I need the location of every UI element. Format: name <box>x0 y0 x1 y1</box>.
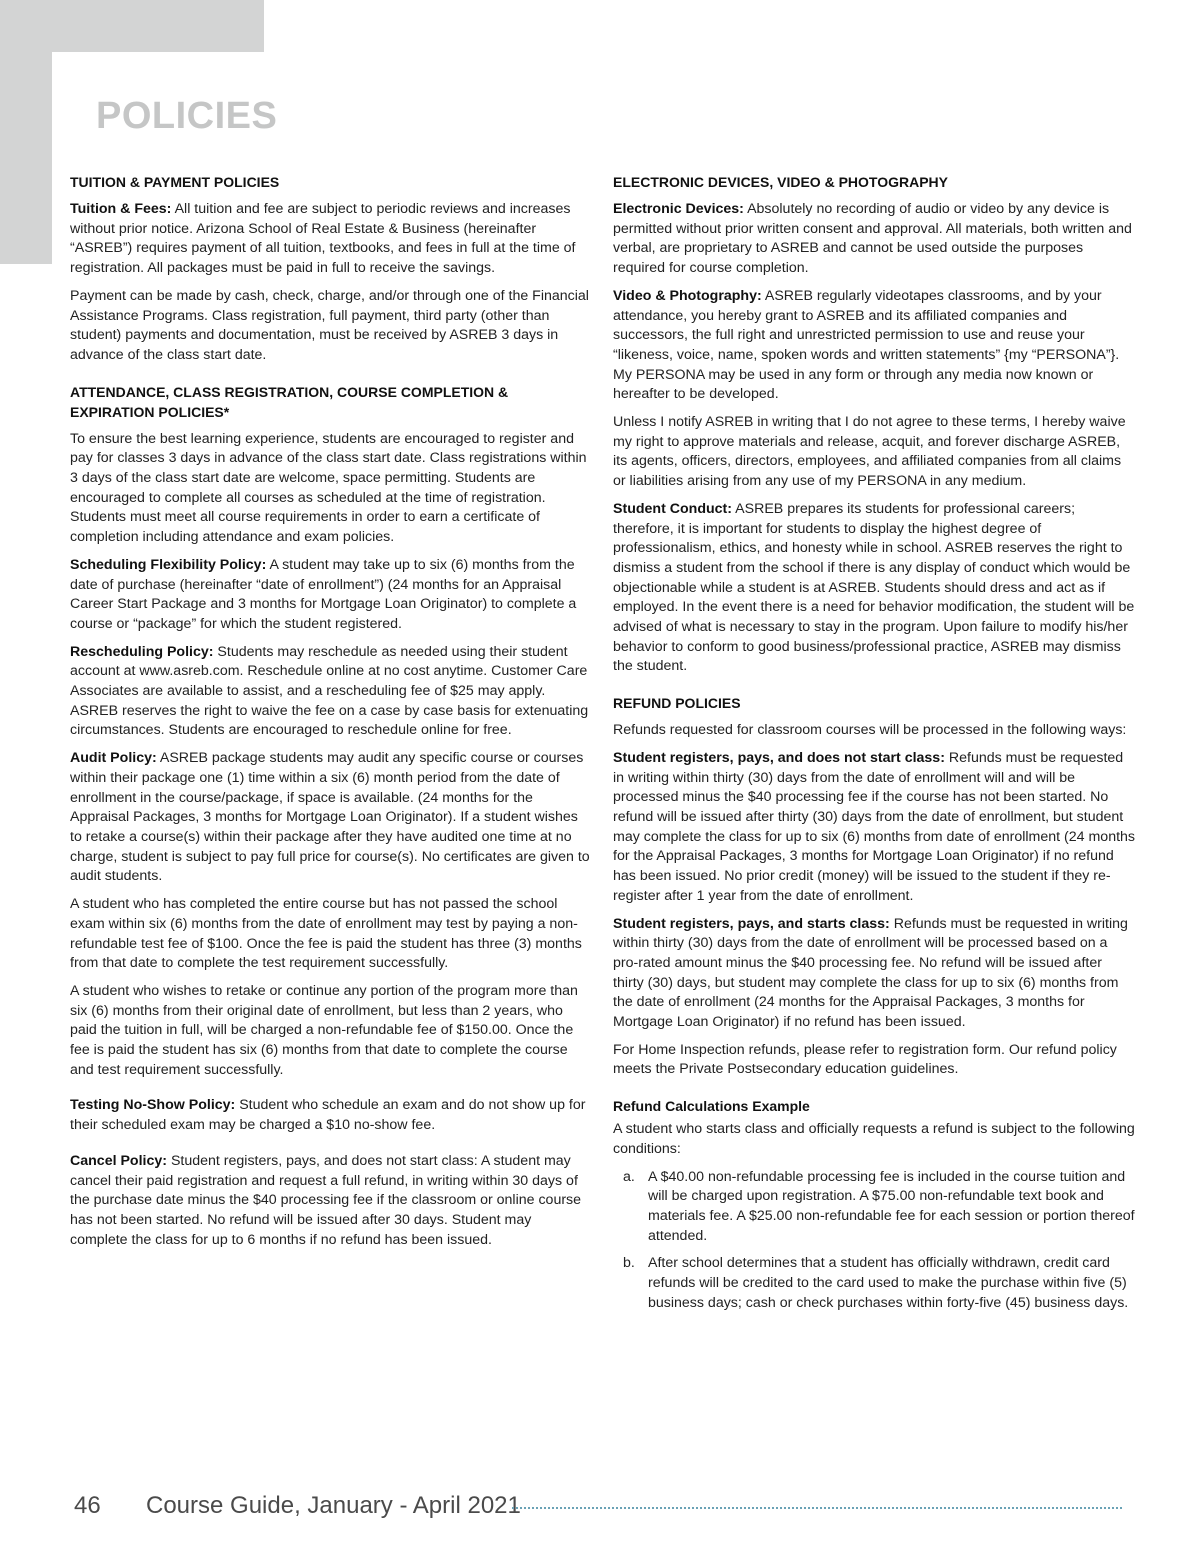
term-label: Student registers, pays, and starts class: <box>613 915 890 932</box>
paragraph-video <box>613 287 1135 405</box>
paragraph-noshow <box>70 1096 590 1135</box>
term-label: Student registers, pays, and does not start class: <box>613 749 945 766</box>
paragraph-text: ASREB regularly videotapes classrooms, and by your attendance, you hereby grant to ASREB and its affiliated companies and successors, the full right and unrestricted permission to use and reuse your “likeness, voice, name, spoken words and written statements” {my “PERSONA”}. My PERSONA may be used in any form or through any media now known or hereafter to be developed. <box>613 287 1120 403</box>
side-decoration <box>0 0 52 264</box>
section-heading-attendance: ATTENDANCE, CLASS REGISTRATION, COURSE COMPLETION & EXPIRATION POLICIES* <box>70 383 509 420</box>
paragraph-audit <box>70 749 590 887</box>
paragraph-devices <box>613 200 1135 279</box>
paragraph-waiver: Unless I notify ASREB in writing that I do not agree to these terms, I hereby waive my right to approve materials and release, acquit, and forever discharge ASREB, its agents, officers, directors, employees, and affiliated companies from all claims or liabilities arising from any use of my PERSONA in any medium. <box>613 414 1126 490</box>
term-label: Testing No-Show Policy: <box>70 1097 236 1114</box>
paragraph-retake: A student who wishes to retake or continue any portion of the program more than six (6) months from their original date of enrollment, but less than 2 years, who paid the tuition in full, will be charged a non-refundable fee of $150.00. Once the fee is paid the student has six (6) months from that date to complete the course and test requirement successfully. <box>70 982 578 1078</box>
paragraph-text: ASREB package students may audit any specific course or courses within their package one (1) time within a six (6) month period from the date of enrollment in the course/package, if space is available. (24 months for the Appraisal Packages, 3 months for Mortgage Loan Originator). If a student wishes to retake a course(s) within their package after they have audited one time at no charge, student is subject to pay full price for course(s). No certificates are given to audit students. <box>70 750 590 885</box>
paragraph-text: Refunds must be requested in writing within thirty (30) days from the date of enrollment will be processed based on a pro-rated amount minus the $40 processing fee. No refund will be issued after thirty (30) days, but student may complete the class for up to six (6) months from the date of enrollment (24 months for the Appraisal Packages, 3 months for Mortgage Loan Originator) if no refund has been issued. <box>613 915 1128 1031</box>
list-item-text: A $40.00 non-refundable processing fee is included in the course tuition and will be charged upon registration. A $75.00 non-refundable text book and materials fee. A $25.00 non-refundable fee for each session or portion thereof attended. <box>648 1168 1135 1244</box>
left-column <box>70 172 590 1258</box>
paragraph-rescheduling <box>70 643 590 742</box>
section-heading-devices: ELECTRONIC DEVICES, VIDEO & PHOTOGRAPHY <box>613 174 949 190</box>
list-item-text: After school determines that a student has officially withdrawn, credit card refunds will be credited to the card used to make the purchase within five (5) business days; cash or check purchases within forty-five (45) business days. <box>648 1255 1129 1311</box>
paragraph-tuition-fees <box>70 200 590 279</box>
paragraph-home-inspection: For Home Inspection refunds, please refer to registration form. Our refund policy meets the Private Postsecondary education guidelines. <box>613 1041 1117 1078</box>
section-heading-tuition: TUITION & PAYMENT POLICIES <box>70 174 280 190</box>
paragraph-example-intro: A student who starts class and officially requests a refund is subject to the following conditions: <box>613 1121 1135 1157</box>
paragraph-payment: Payment can be made by cash, check, charge, and/or through one of the Financial Assistance Programs. Class registration, full payment, third party (other than student) payments and documentation, must be received by ASREB 3 days in advance of the class start date. <box>70 287 589 363</box>
page-number: 46 <box>74 1492 101 1519</box>
paragraph-text: Refunds must be requested in writing within thirty (30) days from the date of enrollment will and will be processed minus the $40 processing fee if the course has not been started. No refund will be issued after thirty (30) days from the date of enrollment, but student may complete the class for up to six (6) months from date of enrollment (24 months for the Appraisal Packages, 3 months for Mortgage Loan Originator) if no refund has been issued. No prior credit (money) will be issued to the student if they re-register after 1 year from the date of enrollment. <box>613 749 1136 904</box>
term-label: Video & Photography: <box>613 287 762 304</box>
term-label: Tuition & Fees: <box>70 201 172 217</box>
paragraph-scheduling <box>70 556 590 635</box>
paragraph-text: All tuition and fee are subject to periodic reviews and increases without prior notice. Arizona School of Real Estate & Business (hereinafter “ASREB”) requires payment of all tuition, textbooks, and fees in full at the time of registration. All packages must be paid in full to receive the savings. <box>70 201 576 277</box>
page-title: POLICIES <box>96 95 278 137</box>
paragraph-refund-intro: Refunds requested for classroom courses will be processed in the following ways: <box>613 722 1127 739</box>
footer-dotted-rule <box>512 1507 1122 1509</box>
list-item <box>613 1168 1135 1247</box>
list-marker: b. <box>623 1255 635 1272</box>
paragraph-text: A student may take up to six (6) months from the date of purchase (hereinafter “date of enrollment”) (24 months for an Appraisal Career Start Package and 3 months for Mortgage Loan Originator) to complete a course or “package” for which the student registered. <box>70 556 577 632</box>
paragraph-exam-retest: A student who has completed the entire course but has not passed the school exam within six (6) months from the date of enrollment may test by paying a non-refundable test fee of $100. Once the fee is paid the student has three (3) months from that date to complete the test requirement successfully. <box>70 896 582 972</box>
term-label: Electronic Devices: <box>613 201 744 217</box>
paragraph-starts <box>613 915 1135 1033</box>
section-heading-refund: REFUND POLICIES <box>613 695 741 712</box>
list-item <box>613 1254 1135 1313</box>
refund-conditions-list <box>613 1168 1135 1314</box>
paragraph-text: Students may reschedule as needed using their student account at www.asreb.com. Reschedule online at no cost anytime. Customer Care Associates are available to assist, and a rescheduling fee of $25 may apply. ASREB reserves the right to waive the fee on a case by case basis for extenuating circumstances. Students are encouraged to reschedule online for free. <box>70 643 589 739</box>
term-label: Rescheduling Policy: <box>70 643 214 660</box>
paragraph-text: Student who schedule an exam and do not show up for their scheduled exam may be charged a $10 no-show fee. <box>70 1097 586 1134</box>
list-marker: a. <box>623 1168 635 1185</box>
paragraph-text: Student registers, pays, and does not start class: A student may cancel their paid registration and request a full refund, in writing within 30 days of the purchase date minus the $40 processing fee if the classroom or online course has not been started. No refund will be issued after 30 days. Student may complete the class for up to 6 months if no refund has been issued. <box>70 1152 582 1248</box>
term-label: Audit Policy: <box>70 750 157 767</box>
page-footer <box>74 1492 1124 1524</box>
paragraph-attendance: To ensure the best learning experience, students are encouraged to register and pay for classes 3 days in advance of the class start date. Class registrations within 3 days of the class start date are welcome, space permitting. Students are encouraged to complete all courses as scheduled at the time of registration. Students must meet all course requirements in order to earn a certificate of completion including attendance and exam policies. <box>70 430 587 546</box>
paragraph-text: ASREB prepares its students for professional careers; therefore, it is important for students to display the highest degree of professionalism, ethics, and honesty while in school. ASREB reserves the right to dismiss a student from the school if there is any display of conduct which would be objectionable while a student is at ASREB. Students should dress and act as if employed. In the event there is a need for behavior modification, the student will be advised of what is necessary to stay in the program. Upon failure to modify his/her behavior to conform to good business/professional practice, ASREB may dismiss the student. <box>613 500 1135 675</box>
term-label: Student Conduct: <box>613 500 732 517</box>
paragraph-cancel <box>70 1152 590 1251</box>
guide-title: Course Guide, January - April 2021 <box>146 1492 521 1519</box>
right-column <box>613 172 1135 1321</box>
subheading-refund-example: Refund Calculations Example <box>613 1098 810 1115</box>
paragraph-no-start <box>613 749 1135 907</box>
paragraph-conduct <box>613 500 1135 677</box>
term-label: Cancel Policy: <box>70 1152 167 1169</box>
paragraph-text: Absolutely no recording of audio or video by any device is permitted without prior written consent and approval. All materials, both written and verbal, are proprietary to ASREB and cannot be used outside the purposes required for course completion. <box>613 201 1132 277</box>
term-label: Scheduling Flexibility Policy: <box>70 556 267 573</box>
